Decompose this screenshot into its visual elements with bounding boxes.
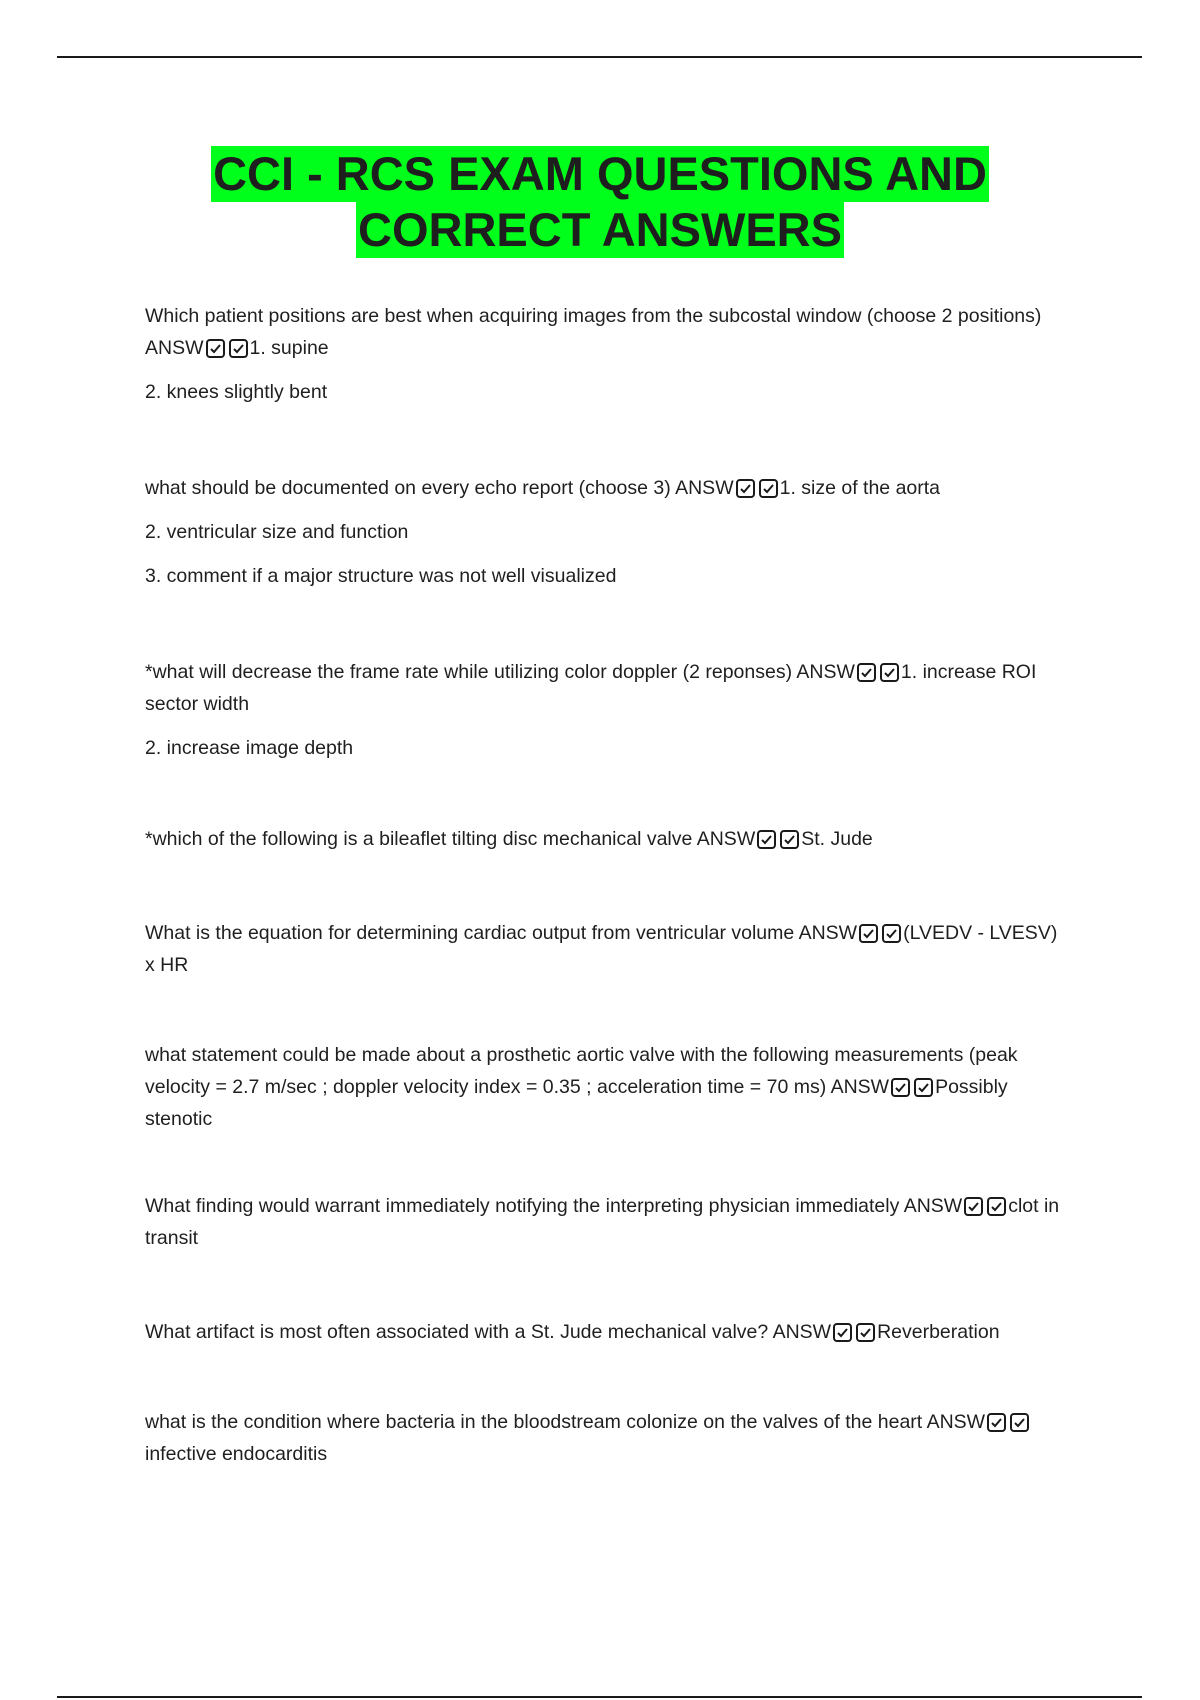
question-text: what is the condition where bacteria in the bloodstream colonize on the valves of the heart: [145, 1411, 923, 1433]
question-line: [145, 656, 1065, 720]
answer-marker: ANSW: [145, 337, 204, 359]
answer-marker: ANSW: [696, 828, 756, 850]
question-line: [145, 1039, 1065, 1135]
qa-item-5: [145, 917, 1065, 993]
checkbox-icon: [987, 1413, 1006, 1432]
top-rule: [57, 56, 1142, 58]
answer-marker: ANSW: [675, 477, 734, 499]
title-line-1: CCI - RCS EXAM QUESTIONS AND: [213, 147, 987, 200]
checkbox-icon: [757, 830, 776, 849]
checkbox-icon: [857, 663, 876, 682]
qa-item-7: [145, 1190, 1065, 1266]
answer-text: clot in transit: [145, 1195, 1060, 1249]
answer-marker: ANSW: [772, 1321, 832, 1343]
answer-text: 1. size of the aorta: [779, 477, 941, 499]
question-line: [145, 823, 1065, 855]
qa-item-9: [145, 1406, 1065, 1482]
qa-item-8: [145, 1316, 1065, 1360]
checkbox-icon: [780, 830, 799, 849]
checkbox-icon: [964, 1197, 983, 1216]
question-text: *what will decrease the frame rate while utilizing color doppler (2 reponses): [145, 661, 793, 683]
question-text: What finding would warrant immediately notifying the interpreting physician immediately: [145, 1195, 900, 1217]
answer-text: Possibly stenotic: [145, 1076, 1008, 1130]
answer-text: (LVEDV - LVESV) x HR: [145, 922, 1058, 976]
question-text: *which of the following is a bileaflet tilting disc mechanical valve: [145, 828, 693, 850]
question-line: [145, 1406, 1065, 1470]
checkbox-icon: [229, 339, 248, 358]
question-line: [145, 472, 1065, 504]
qa-item-6: [145, 1039, 1065, 1147]
checkbox-icon: [1010, 1413, 1029, 1432]
bottom-rule: [57, 1696, 1142, 1698]
answer-text: 1. supine: [249, 337, 329, 359]
question-line: [145, 1190, 1065, 1254]
checkbox-icon: [859, 924, 878, 943]
answer-text: Reverberation: [877, 1321, 1000, 1343]
qa-item-3: [145, 656, 1065, 776]
answer-line: 3. comment if a major structure was not well visualized: [145, 565, 617, 587]
answer-marker: ANSW: [926, 1411, 986, 1433]
answer-text: St. Jude: [801, 828, 873, 850]
checkbox-icon: [833, 1323, 852, 1342]
question-line: [145, 1316, 1065, 1348]
answer-text: infective endocarditis: [145, 1443, 328, 1465]
answer-text: 1. increase ROI sector width: [145, 661, 1037, 715]
answer-marker: ANSW: [798, 922, 858, 944]
checkbox-icon: [206, 339, 225, 358]
checkbox-icon: [882, 924, 901, 943]
qa-item-4: [145, 823, 1065, 867]
question-text: Which patient positions are best when acquiring images from the subcostal window (choose 2 positions): [145, 305, 1042, 327]
question-text: what statement could be made about a prosthetic aortic valve with the following measurements (peak velocity = 2.7 m/sec ; doppler velocity index = 0.35 ; acceleration time = 70 ms): [145, 1044, 1018, 1098]
checkbox-icon: [891, 1078, 910, 1097]
checkbox-icon: [856, 1323, 875, 1342]
answer-line: 2. increase image depth: [145, 737, 354, 759]
answer-line: 2. ventricular size and function: [145, 521, 409, 543]
qa-item-2: [145, 472, 1065, 604]
question-text: What is the equation for determining cardiac output from ventricular volume: [145, 922, 795, 944]
answer-line: 2. knees slightly bent: [145, 381, 328, 403]
document-title: [0, 146, 1200, 258]
checkbox-icon: [759, 479, 778, 498]
answer-marker: ANSW: [830, 1076, 890, 1098]
question-text: What artifact is most often associated with a St. Jude mechanical valve?: [145, 1321, 769, 1343]
checkbox-icon: [880, 663, 899, 682]
qa-item-1: [145, 300, 1065, 420]
question-line: [145, 917, 1065, 981]
question-line: [145, 300, 1065, 364]
checkbox-icon: [987, 1197, 1006, 1216]
title-line-2: CORRECT ANSWERS: [358, 203, 842, 256]
checkbox-icon: [914, 1078, 933, 1097]
answer-marker: ANSW: [796, 661, 855, 683]
checkbox-icon: [736, 479, 755, 498]
question-text: what should be documented on every echo report (choose 3): [145, 477, 671, 499]
answer-marker: ANSW: [903, 1195, 963, 1217]
